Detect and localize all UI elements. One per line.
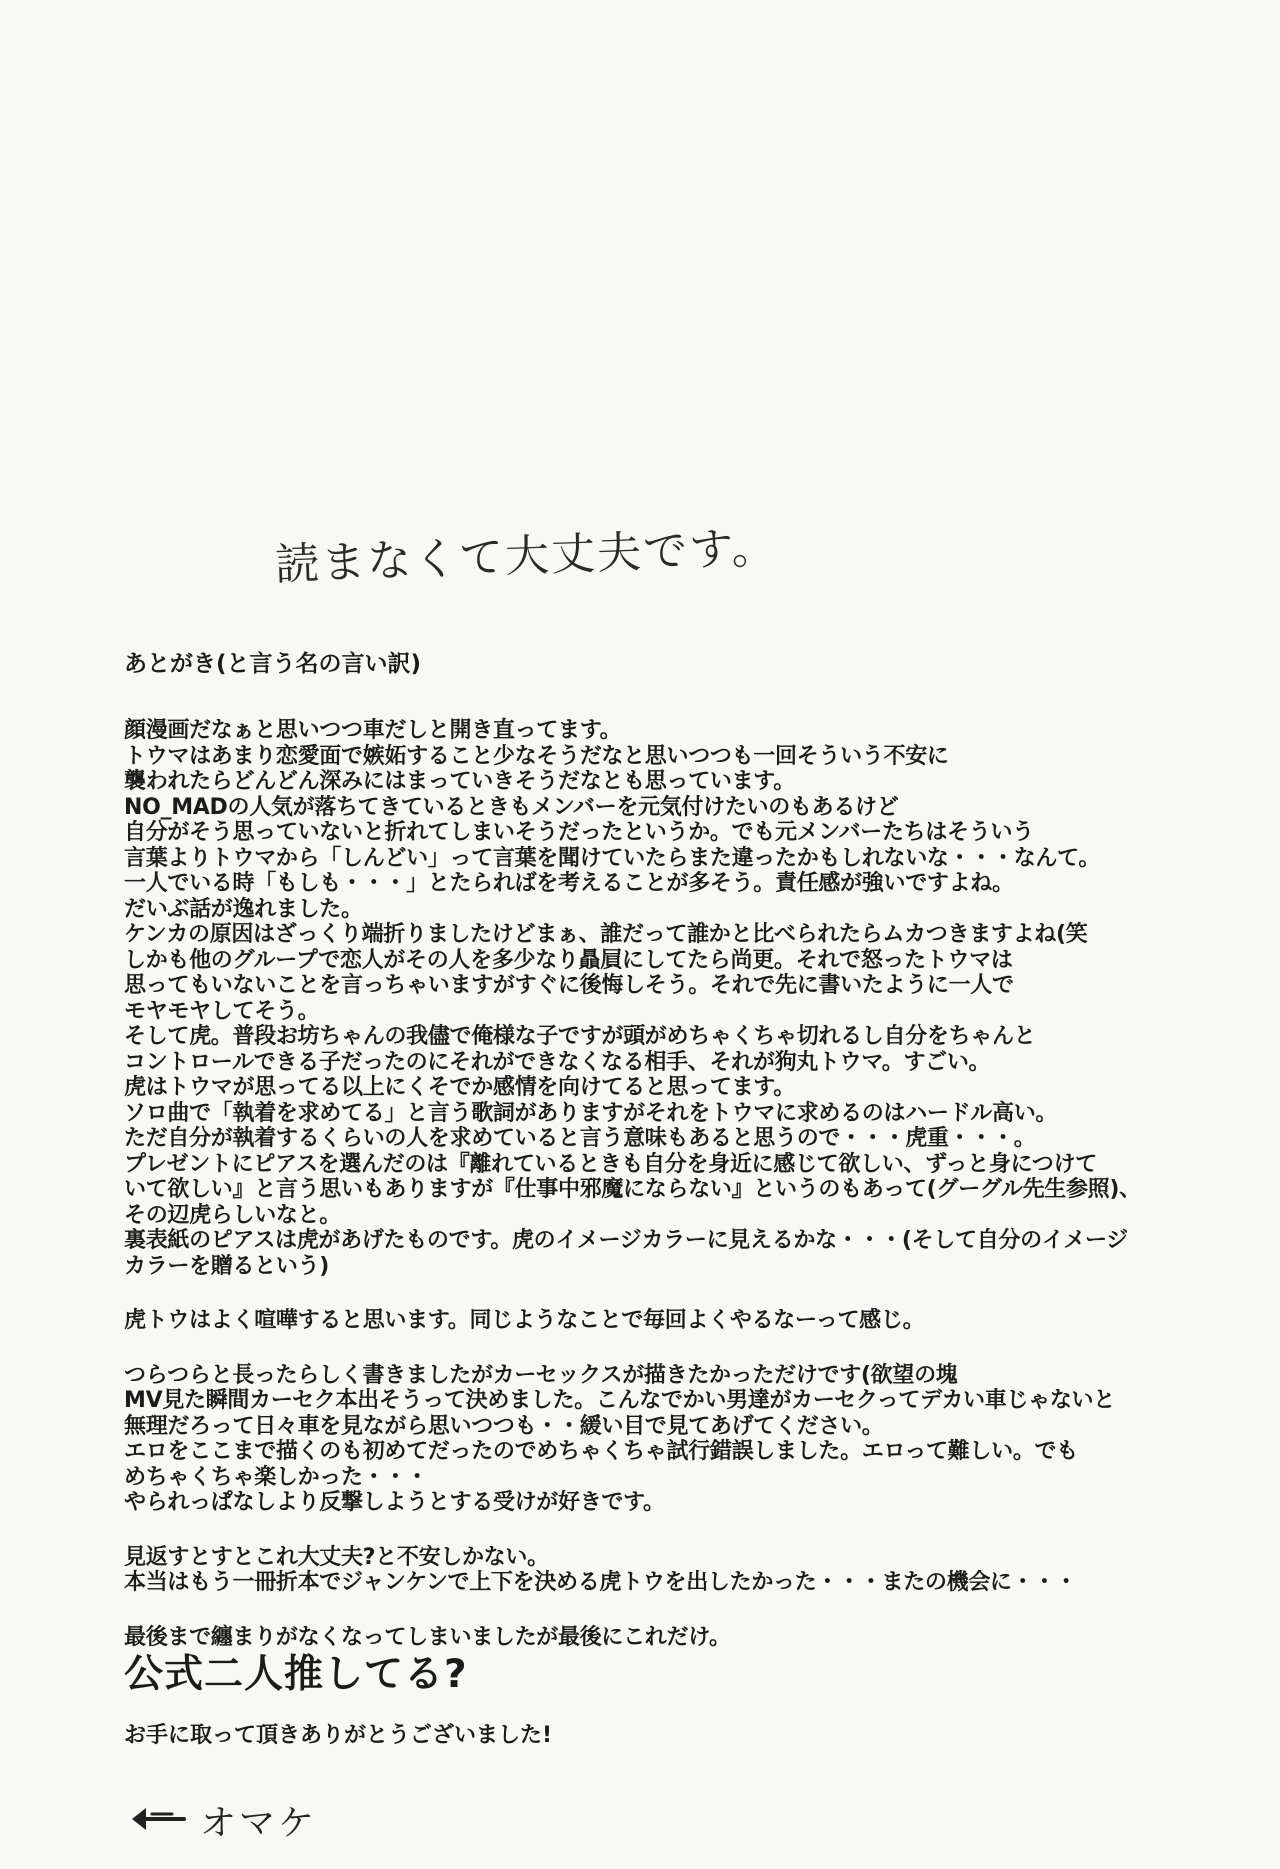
text-line: トウマはあまり恋愛面で嫉妬すること少なそうだなと思いつつも一回そういう不安に: [124, 743, 949, 769]
text-line: 裏表紙のピアスは虎があげたものです。虎のイメージカラーに見えるかな・・・(そして自分のイメージ: [124, 1228, 1128, 1253]
text-line: やられっぱなしより反撃しようとする受けが好きです。: [124, 1490, 665, 1515]
text-line: 虎トウはよく喧嘩すると思います。同じようなことで毎回よくやるなーって感じ。: [124, 1308, 925, 1333]
text-line: だいぶ話が逸れました。: [124, 896, 363, 922]
text-line: 見返すとすとこれ大丈夫?と不安しかない。: [124, 1544, 549, 1570]
text-line: NO_MADの人気が落ちてきているときもメンバーを元気付けたいのもあるけど: [124, 794, 899, 820]
text-line: 言葉よりトウマから「しんどい」って言葉を聞けていたらまた違ったかもしれないな・・・なんて。: [124, 845, 1101, 871]
paragraph: [124, 718, 1204, 1279]
text-line: ソロ曲で「執着を求めてる」と言う歌詞がありますがそれをトウマに求めるのはハードル高い。: [124, 1100, 1058, 1126]
text-line: そして虎。普段お坊ちゃんの我儘で俺様な子ですが頭がめちゃくちゃ切れるし自分をちゃんと: [124, 1024, 1036, 1049]
text-line: 虎はトウマが思ってる以上にくそでか感情を向けてると思ってます。: [124, 1075, 795, 1100]
omake-pointer: [128, 1795, 317, 1846]
emphasis-line: 公式二人推してる?: [124, 1652, 468, 1697]
paragraph: [124, 1625, 1204, 1701]
text-line: つらつらと長ったらしく書きましたがカーセックスが描きたかっただけです(欲望の塊: [124, 1362, 958, 1388]
text-line: カラーを贈るという): [124, 1253, 330, 1279]
text-line: MV見た瞬間カーセク本出そうって決めました。こんなでかい男達がカーセクってデカい車じゃないと: [124, 1388, 1115, 1413]
text-line: ただ自分が執着するくらいの人を求めていると言う意味もあると思うので・・・虎重・・・。: [124, 1126, 1036, 1151]
paragraph: [124, 1363, 1204, 1516]
text-line: ケンカの原因はざっくり端折りましたけどまぁ、誰だって誰かと比べられたらムカつきますよね(笑: [124, 922, 1088, 947]
omake-label: オマケ: [200, 1803, 318, 1844]
afterword-body: [124, 718, 1204, 1729]
text-line: 襲われたらどんどん深みにはまっていきそうだなとも思っています。: [124, 769, 795, 794]
text-line: モヤモヤしてそう。: [124, 998, 320, 1024]
text-line: 顔漫画だなぁと思いつつ車だしと開き直ってます。: [124, 718, 622, 743]
thanks-message: お手に取って頂きありがとうございました!: [124, 1723, 553, 1748]
text-line: めちゃくちゃ楽しかった・・・: [124, 1464, 428, 1490]
text-line: 自分がそう思っていないと折れてしまいそうだったというか。でも元メンバーたちはそういう: [124, 820, 1034, 845]
handwritten-note: 読まなくて大丈夫です。: [274, 522, 779, 591]
paragraph: [124, 1308, 1204, 1334]
text-line: コントロールできる子だったのにそれができなくなる相手、それが狗丸トウマ。すごい。: [124, 1049, 991, 1075]
text-line: プレゼントにピアスを選んだのは『離れているときも自分を身近に感じて欲しい、ずっと身につけて: [124, 1151, 1097, 1177]
text-line: 思ってもいないことを言っちゃいますがすぐに後悔しそう。それで先に書いたように一人で: [124, 973, 1014, 998]
text-line: エロをここまで描くのも初めてだったのでめちゃくちゃ試行錯誤しました。エロって難しい。でも: [124, 1439, 1078, 1464]
text-line: いて欲しい』と言う思いもありますが『仕事中邪魔にならない』というのもあって(グーグル先生参照)、: [124, 1177, 1141, 1202]
text-line: その辺虎らしいなと。: [124, 1202, 342, 1228]
text-line: しかも他のグループで恋人がその人を多少なり贔屓にしてたら尚更。それで怒ったトウマは: [124, 947, 1013, 973]
text-line: 本当はもう一冊折本でジャンケンで上下を決める虎トウを出したかった・・・またの機会に・・・: [124, 1570, 1077, 1595]
text-line: 無理だろって日々車を見ながら思いつつも・・緩い目で見てあげてください。: [124, 1413, 884, 1439]
left-arrow-icon: [128, 1804, 186, 1838]
text-line: 最後まで纏まりがなくなってしまいましたが最後にこれだけ。: [124, 1624, 731, 1650]
afterword-title: あとがき(と言う名の言い訳): [124, 651, 422, 677]
paragraph: [124, 1545, 1204, 1596]
text-line: 一人でいる時「もしも・・・」とたらればを考えることが多そう。責任感が強いですよね。: [124, 871, 1014, 896]
